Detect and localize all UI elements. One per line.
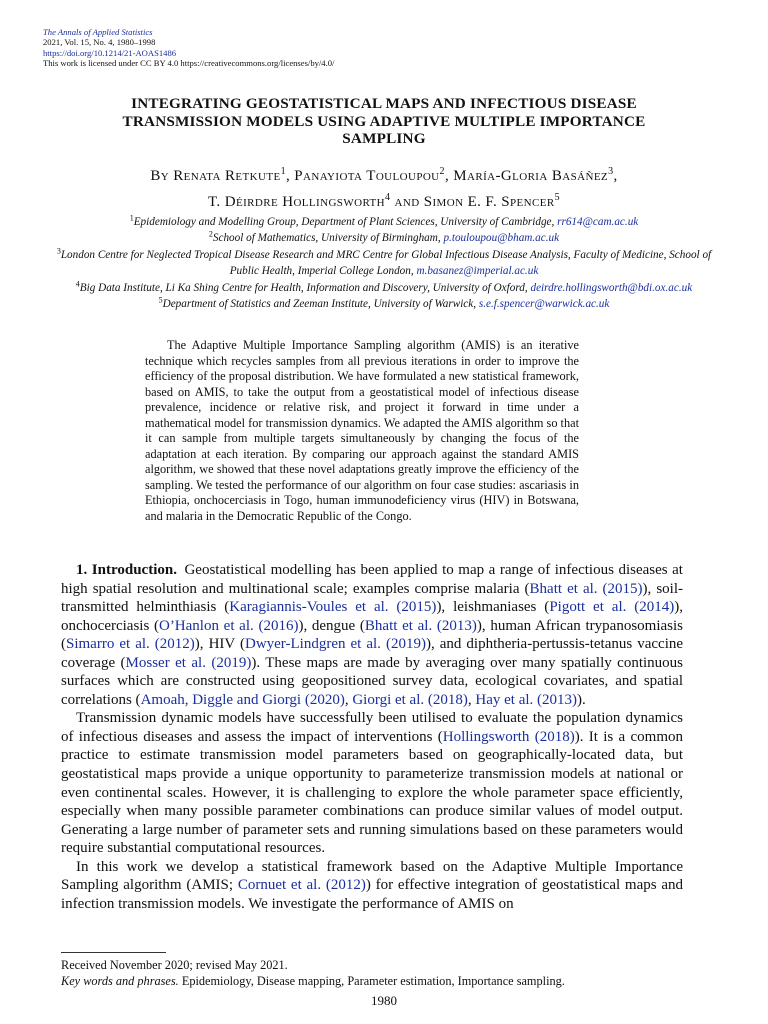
page-number: 1980 (371, 993, 397, 1008)
author-list: By Renata Retkute$^1$, Panayiota Touloupou$^2$, María-Gloria Basáñez$^3$, T. Déirdre Hollingsworth$^4$ and Simon E. F. Spencer$^5$ (150, 166, 618, 210)
abstract-text: The Adaptive Multiple Importance Sampling algorithm (AMIS) is an iterative technique which recycles samples from all previous iterations in order to improve the efficiency of the proposal distribution. We have formulated a new statistical framework, based on AMIS, to take the output from a geostatistical model of infectious disease prevalence, incidence or relative risk, and project it forward in time under a mathematical model for transmission dynamics. We adapted the AMIS algorithm so that it can sample from multiple targets simultaneously by changing the focus of the adaptation at each iteration. By comparing our approach against the standard AMIS algorithm, we showed that these novel adaptations greatly improve the efficiency of the sampling. We tested the performance of our algorithm on four case studies: ascariasis in Ethiopia, onchocerciasis in Togo, human immunodeficiency virus (HIV) in Botswana, and malaria in the Democratic Republic of the Congo. (145, 338, 579, 523)
paragraph-text (61, 562, 683, 708)
title-line: SAMPLING (342, 130, 426, 148)
email-link[interactable]: m.basanez@imperial.ac.uk (416, 265, 539, 278)
text-run: Geostatistical modelling has been applied to map a range of infectious diseases at high spatial resolution and multinational scale; examples comprise malaria ( (61, 562, 683, 597)
footnotes (61, 958, 683, 990)
text-run: , (467, 691, 476, 708)
affil-text: Department of Statistics and Zeeman Institute, University of Warwick, (162, 298, 479, 311)
email-link[interactable]: rr614@cam.ac.uk (557, 216, 639, 228)
email-link[interactable]: s.e.f.spencer@warwick.ac.uk (478, 298, 610, 311)
text-run: ), leishmaniases ( (436, 599, 550, 616)
author-name: Renata Retkute (173, 168, 281, 184)
doi-link[interactable]: https://doi.org/10.1214/21-AOAS1486 (43, 47, 177, 58)
section-heading: 1. Introduction. (76, 562, 177, 578)
text-run: , (344, 691, 353, 708)
author-affil-mark: 1 (280, 166, 286, 177)
text-run: ), and diphtheria-pertussis-tetanus vaccine coverage ( (61, 636, 684, 671)
text-run: ), human African trypanosomiasis ( (61, 617, 683, 653)
keywords (61, 974, 683, 990)
author-affil-mark: 2 (439, 166, 445, 177)
affil-number: 5 (158, 295, 163, 305)
affil-text: School of Mathematics, University of Birmingham, (212, 232, 444, 245)
footnote-rule (61, 952, 166, 953)
citation-link[interactable]: Hollingsworth (2018) (442, 728, 575, 745)
citation-link[interactable]: Karagiannis-Voules et al. (2015) (229, 599, 437, 616)
citation-link[interactable]: Mosser et al. (2019) (125, 654, 252, 671)
text-run: ), dengue ( (298, 617, 365, 634)
citation-link[interactable]: Giorgi et al. (2018) (352, 691, 468, 708)
volume-info: 2021, Vol. 15, No. 4, 1980–1998 (43, 37, 156, 48)
affiliation (44, 214, 724, 230)
text-run: ). (577, 691, 586, 708)
paper-title (40, 95, 728, 148)
affil-text: Big Data Institute, Li Ka Shing Centre for Health, Information and Discovery, University of Oxford, (79, 281, 531, 294)
intro-paragraph (61, 858, 683, 914)
citation-link[interactable]: Simarro et al. (2012) (66, 636, 195, 653)
affiliations (44, 214, 724, 312)
text-run: ). It is a common practice to estimate transmission model parameters based on geographically-located data, but geostatistical maps provide a unique opportunity to parameterize transmission models at national or even continental scales. However, it is challenging to explore the whole parameter space efficiently, especially when many possible parameter combinations can produce similar values of model output. Generating a large number of parameter sets and running simulations based on these parameters would require substantial computational resources. (61, 728, 683, 857)
by-label: By (150, 168, 170, 184)
author-name: María-Gloria Basáñez (453, 168, 609, 184)
affil-text: London Centre for Neglected Tropical Disease Research and MRC Centre for Global Infectious Disease Analysis, Faculty of Medicine, School of Public Health, Imperial College London, (60, 248, 712, 278)
affiliation (44, 296, 724, 312)
paragraph-text (61, 859, 683, 912)
main-text (61, 561, 683, 913)
citation-link[interactable]: O’Hanlon et al. (2016) (158, 617, 299, 634)
citation-link[interactable]: Hay et al. (2013) (475, 691, 578, 708)
author-affil-mark: 3 (608, 166, 614, 177)
affil-number: 4 (75, 278, 80, 288)
journal-header (43, 27, 334, 68)
citation-link[interactable]: Dwyer-Lindgren et al. (2019) (244, 636, 426, 653)
text-run: ), soil-transmitted helminthiasis ( (61, 580, 683, 616)
affiliation (44, 247, 724, 280)
keywords-label: Key words and phrases. (61, 973, 179, 988)
affil-number: 2 (208, 229, 213, 239)
affil-number: 3 (56, 246, 61, 256)
author-name: Panayiota Touloupou (294, 168, 440, 184)
title-line: TRANSMISSION MODELS USING ADAPTIVE MULTIPLE IMPORTANCE (122, 112, 646, 130)
paragraph-text (61, 710, 683, 856)
abstract (145, 338, 579, 524)
license-line: This work is licensed under CC BY 4.0 https://creativecommons.org/licenses/by/4.0/ (43, 57, 335, 68)
citation-link[interactable]: Pigott et al. (2014) (549, 599, 675, 616)
affil-text: Epidemiology and Modelling Group, Department of Plant Sciences, University of Cambridge, (133, 216, 558, 228)
journal-name[interactable]: The Annals of Applied Statistics (43, 27, 153, 37)
author-affil-mark: 5 (554, 192, 560, 203)
text-run: In this work we develop a statistical framework based on the Adaptive Multiple Importance Sampling algorithm (AMIS; (61, 858, 683, 894)
intro-paragraph (61, 561, 683, 709)
text-run: ). These maps are made by averaging over many spatially continuous surfaces which are constructed using geopositioned survey data, ecological covariates, and spatial correlations ( (61, 654, 684, 708)
email-link[interactable]: p.touloupou@bham.ac.uk (443, 232, 560, 245)
citation-link[interactable]: Amoah, Diggle and Giorgi (2020) (140, 691, 345, 708)
text-run: Transmission dynamic models have successfully been utilised to evaluate the population dynamics of infectious diseases and assess the impact of interventions ( (61, 710, 683, 745)
citation-link[interactable]: Bhatt et al. (2015) (529, 580, 643, 597)
affiliation (44, 230, 724, 246)
intro-paragraph (61, 709, 683, 857)
citation-link[interactable]: Cornuet et al. (2012) (237, 877, 366, 894)
and-label: and (394, 194, 420, 210)
received-dates: Received November 2020; revised May 2021. (61, 958, 288, 972)
affiliation (44, 280, 724, 296)
text-run: ), onchocerciasis ( (61, 599, 684, 634)
affil-number: 1 (129, 213, 134, 223)
text-run: ) for effective integration of geostatistical maps and infection transmission models. We investigate the performance of AMIS on (61, 877, 684, 912)
author-name: T. Déirdre Hollingsworth (207, 194, 385, 210)
title-line: INTEGRATING GEOSTATISTICAL MAPS AND INFECTIOUS DISEASE (131, 95, 637, 112)
keywords-list: Epidemiology, Disease mapping, Parameter estimation, Importance sampling. (181, 973, 565, 988)
author-name: Simon E. F. Spencer (423, 194, 555, 210)
email-link[interactable]: deirdre.hollingsworth@bdi.ox.ac.uk (530, 281, 693, 294)
citation-link[interactable]: Bhatt et al. (2013) (364, 617, 477, 634)
author-affil-mark: 4 (384, 192, 391, 203)
text-run: ), HIV ( (194, 636, 245, 653)
